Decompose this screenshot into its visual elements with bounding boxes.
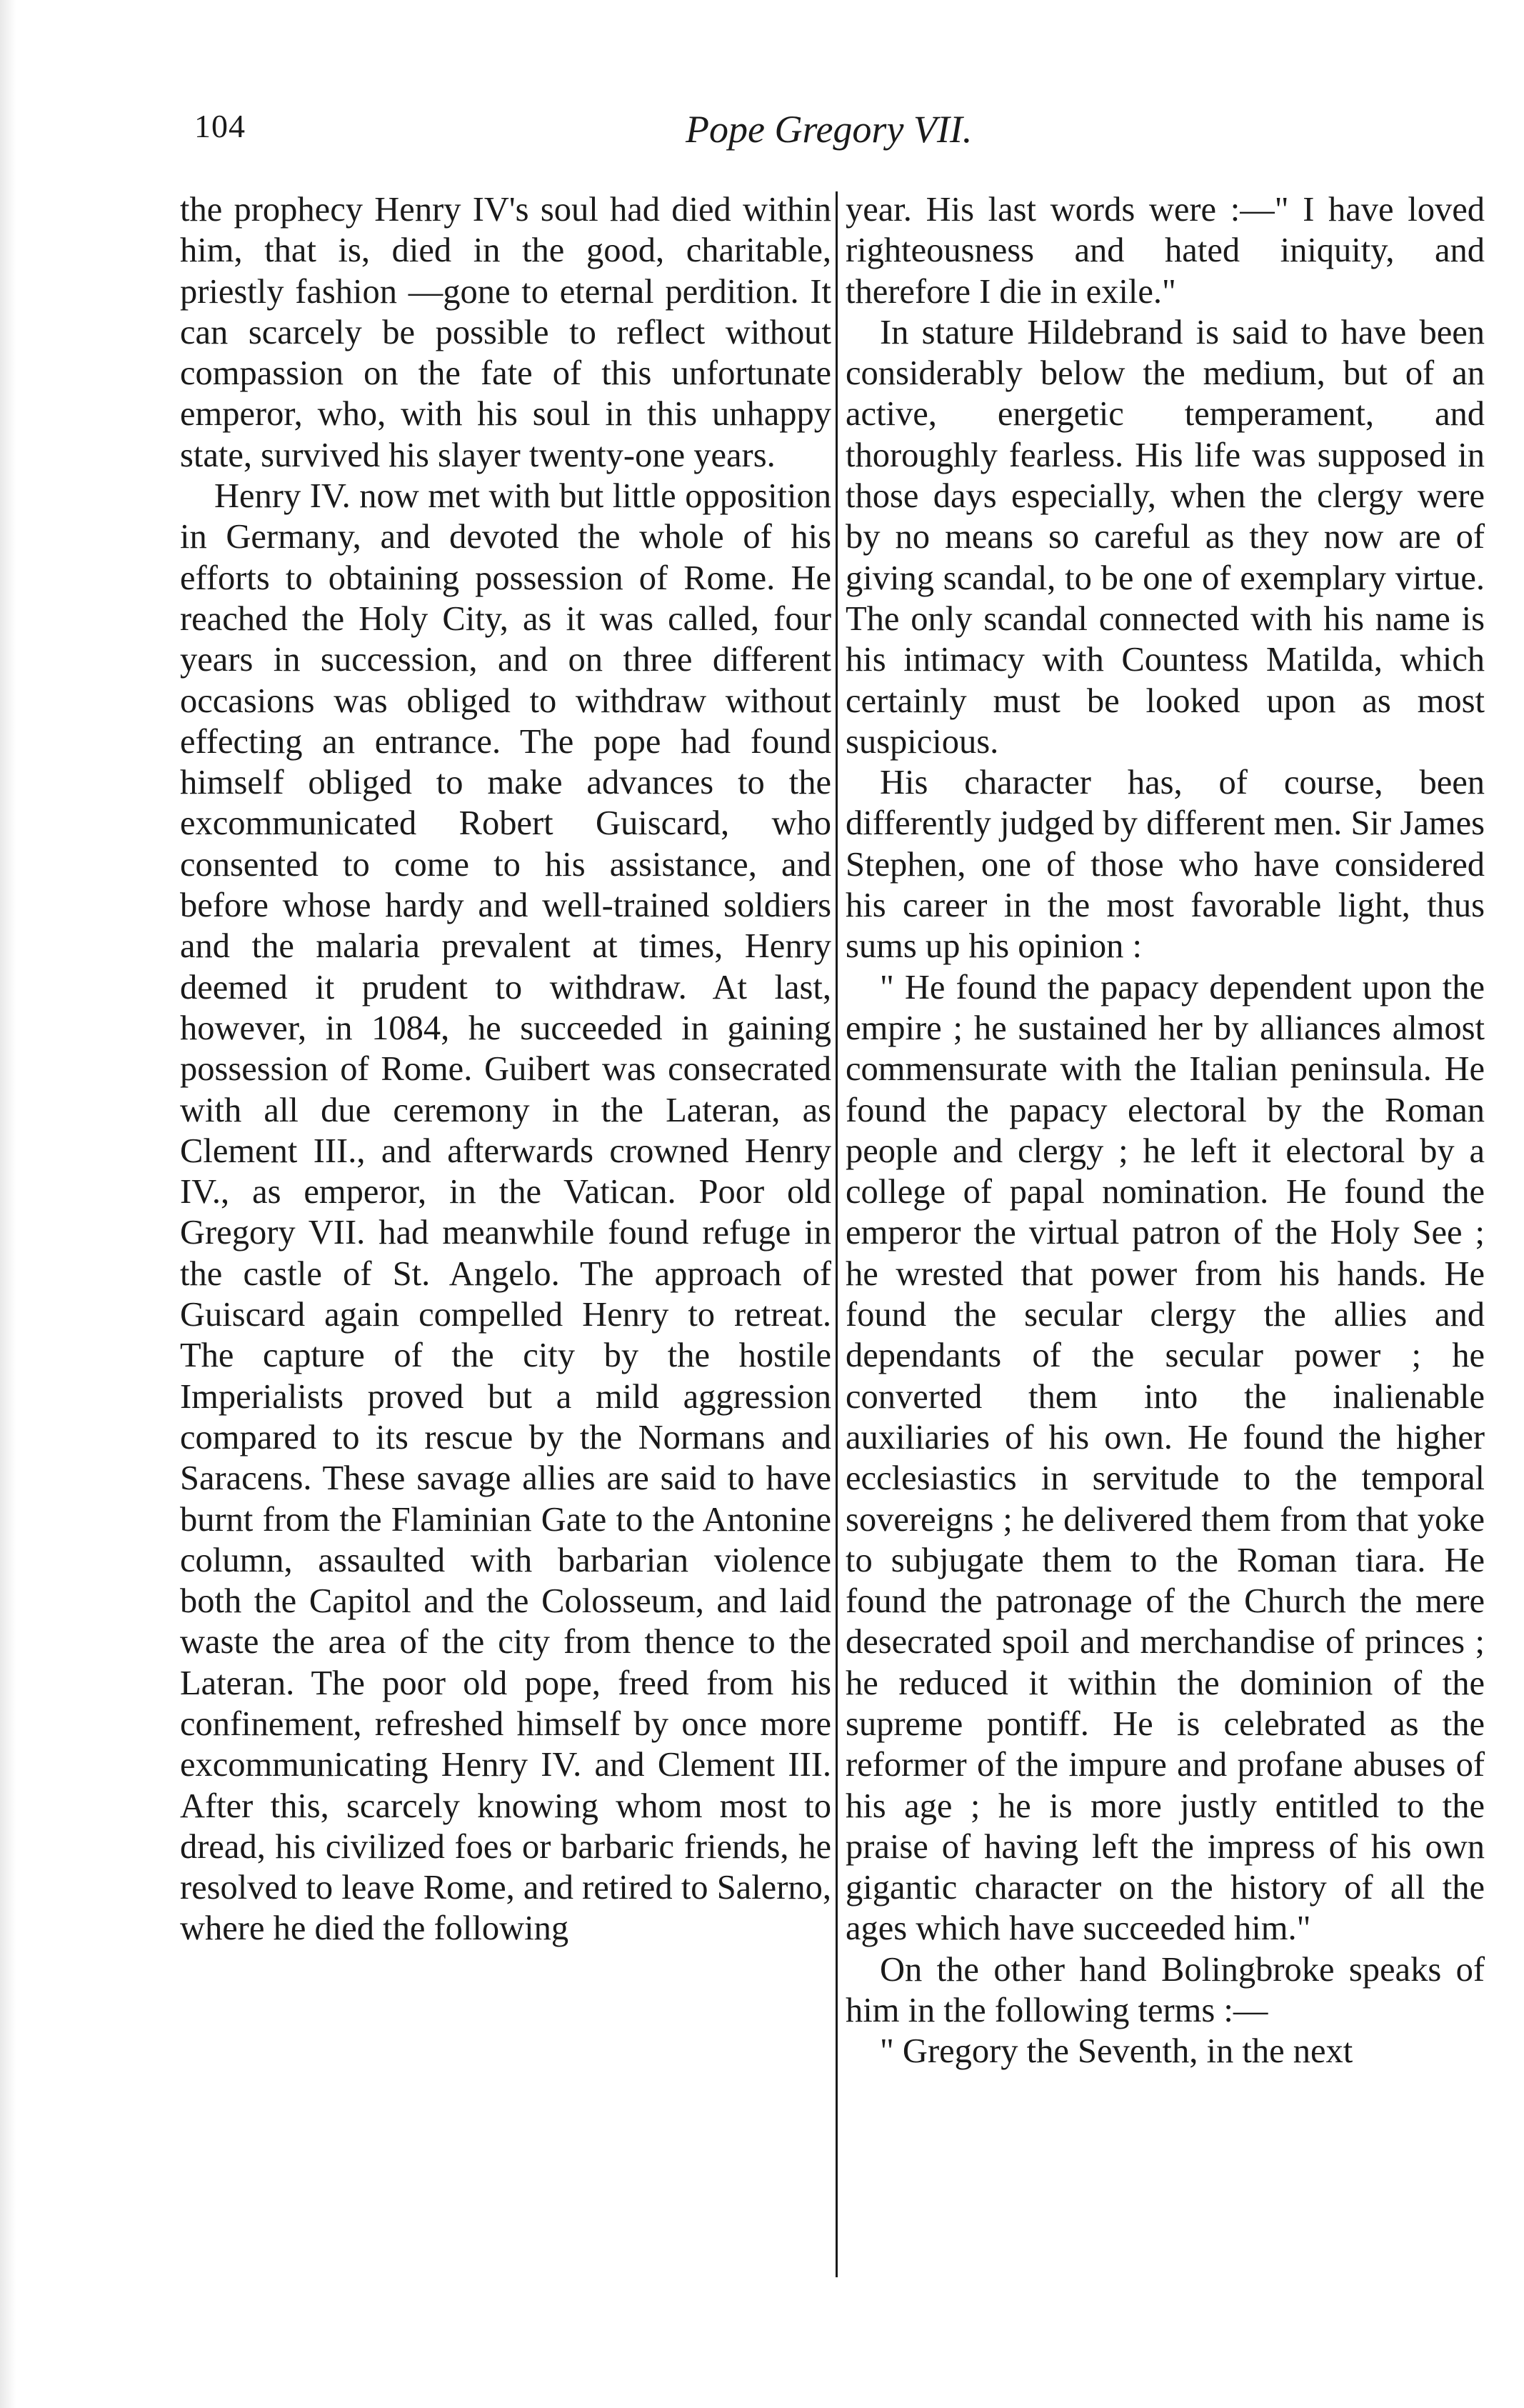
paragraph: On the other hand Bolingbroke speaks of him in the following terms :— [846,1950,1485,2030]
right-column [846,189,1485,2072]
paragraph: In stature Hildebrand is said to have been considerably below the medium, but of an active, energetic temperament, and thoroughly fearless. His life was supposed in those days especially, when the clergy were by no means so careful as they now are of giving scandal, to be one of exemplary virtue. The only scandal connected with his name is his intimacy with Countess Matilda, which certainly must be looked upon as most suspicious. [846,313,1485,761]
page-number: 104 [194,108,246,144]
block-quote: " Gregory the Seventh, in the next [880,2032,1353,2071]
paragraph: Henry IV. now met with but little opposition in Germany, and devoted the whole of his efforts to obtaining possession of Rome. He reached the Holy City, as it was called, four years in succession, and on three different occasions was obliged to withdraw without effecting an entrance. The pope had found himself obliged to make advances to the excommunicated Robert Guiscard, who consented to come to his assistance, and before whose hardy and well-trained soldiers and the malaria prevalent at times, Henry deemed it prudent to withdraw. At last, however, in 1084, he succeeded in gaining possession of Rome. Guibert was consecrated with all due ceremony in the Lateran, as Clement III., and afterwards crowned Henry IV., as emperor, in the Vatican. Poor old Gregory VII. had meanwhile found refuge in the castle of St. Angelo. The approach of Guiscard again compelled Henry to retreat. The capture of the city by the hostile Imperialists proved but a mild aggression compared to its rescue by the Normans and Saracens. These savage allies are said to have burnt from the Flaminian Gate to the Antonine column, assaulted with barbarian violence both the Capitol and the Colosseum, and laid waste the area of the city from thence to the Lateran. The poor old pope, freed from his confinement, refreshed himself by once more excommunicating Henry IV. and Clement III. After this, scarcely knowing whom most to dread, his civilized foes or barbaric friends, he resolved to leave Rome, and retired to Salerno, where he died the following [180,477,831,1948]
block-quote: " He found the papacy dependent upon the empire ; he sustained her by alliances almost commensurate with the Italian peninsula. He found the papacy electoral by the Roman people and clergy ; he left it electoral by a college of papal nomination. He found the emperor the virtual patron of the Holy See ; he wrested that power from his hands. He found the secular clergy the allies and dependants of the secular power ; he converted them into the inalienable auxiliaries of his own. He found the higher ecclesiastics in servitude to the temporal sovereigns ; he delivered them from that yoke to subjugate them to the Roman tiara. He found the patronage of the Church the mere desecrated spoil and merchandise of princes ; he reduced it within the dominion of the supreme pontiff. He is celebrated as the reformer of the impure and profane abuses of his age ; he is more justly entitled to the praise of having left the impress of his own gigantic character on the history of all the ages which have succeeded him." [846,968,1485,1948]
paragraph: the prophecy Henry IV's soul had died within him, that is, died in the good, charitable, priestly fashion —gone to eternal perdition. It can scarcely be possible to reflect without compassion on the fate of this unfortunate emperor, who, with his soul in this unhappy state, survived his slayer twenty-one years. [180,191,831,474]
column-divider [836,191,838,2277]
running-title: Pope Gregory VII. [686,108,973,151]
paragraph: His character has, of course, been differently judged by different men. Sir James Stephen, one of those who have considered his career in the most favorable light, thus sums up his opinion : [846,764,1485,966]
paragraph: year. His last words were :—" I have loved righteousness and hated iniquity, and therefore I die in exile." [846,191,1485,311]
scan-edge-shadow [0,0,16,2408]
left-column [180,189,831,1949]
